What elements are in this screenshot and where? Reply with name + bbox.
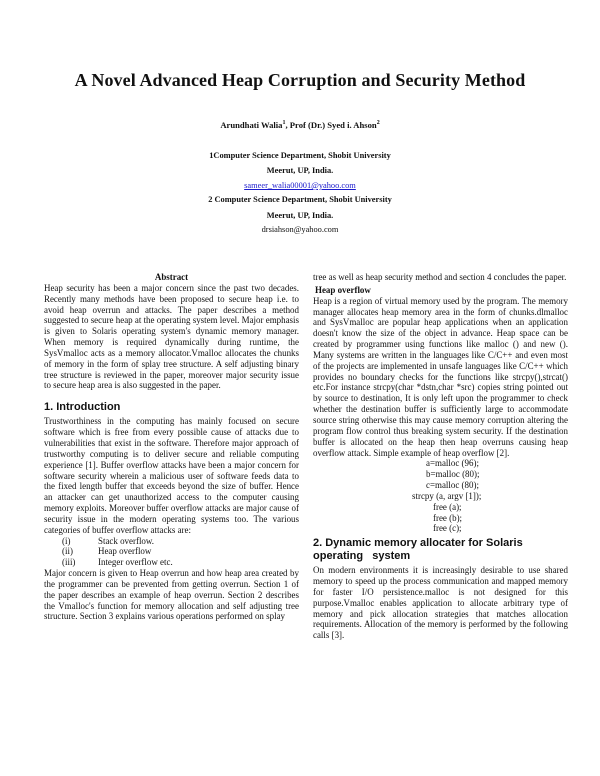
section-2-heading-line-2: operating system [313,550,411,563]
code-line: a=malloc (96); [426,458,479,469]
section-2-text: On modern environments it is increasingly desirable to use shared memory to speed up the process communication and mapped memory for faster I/O persistence.malloc is not designed for this purpose.Vmalloc enables application to allocate arbitrary type of memory and pick allocation strategies that matches allocation requirements. Allocation of the memory is performed by the following calls [3]. [313,565,568,641]
code-line: strcpy (a, argv [1]); [412,490,482,501]
paper-title: A Novel Advanced Heap Corruption and Security Method [74,70,526,90]
list-item [44,536,299,547]
left-column [44,272,299,622]
introduction-paragraph-2-continued: tree as well as heap security method and section 4 concludes the paper. [313,272,567,282]
code-line: b=malloc (80); [426,469,480,480]
affiliation-1-location: Meerut, UP, India. [266,166,334,175]
code-line: c=malloc (80); [426,480,479,491]
heap-overflow-heading: Heap overflow [315,284,371,295]
abstract-text: Heap security has been a major concern since the past two decades. Recently many methods have been proposed to secure heap i.e. to avoid heap overrun and attacks. The paper describes a method suggested to secure heap at the operating system level. Major emphasis is given to Solaris operating system's dynamic memory manager. When memory is required dynamically during runtime, the SysVmalloc acts as a memory allocator.Vmalloc allocates the chunks of memory in the form of splay tree structure. A self adjusting binary tree structure is reviewed in the paper, moreover major security issue to secure heap area is also suggested in the paper. [44,282,299,391]
author-separator: , [285,120,290,130]
code-line: free (b); [433,512,463,523]
affiliation-2-dept: 2 Computer Science Department, Shobit University [208,195,392,204]
author-1-sup: 1 [282,120,286,127]
author-2-name: Prof (Dr.) Syed i. Ahson [289,120,377,130]
introduction-paragraph-2: Major concern is given to Heap overrun and how heap area created by the programmer can be prevented from getting overrun. Section 1 of the paper describes an example of heap overrun. Section 2 describes the Vmalloc's function for memory allocation and self adjusting tree structure. Section 3 explains various operations performed on splay [44,568,299,622]
author-line [0,120,600,130]
author-1-name: Arundhati Walia [220,120,283,130]
code-example [313,458,568,534]
list-item-number: (iii) [62,557,76,568]
list-item-text: Heap overflow [98,546,152,557]
affiliation-1-email-link[interactable]: sameer_walia00001@yahoo.com [244,181,356,190]
heap-overflow-text: Heap is a region of virtual memory used by the program. The memory manager allocates heap memory area in the form of chunks.dlmalloc and SysVmalloc are popular heap applications when an application doesn't know the size of the object in advance. Heap space can be created by programmer using functions like malloc () and new (). Many systems are written in the languages like C/C++ and even most of the projects are implemented in unsafe languages like C/C++ which provides no boundary checks for the functions like strcpy(),strcat() etc.For instance strcpy(char *dstn,char *src) copies string pointed out by source to destination, It is only left upon the programmer to check whether the destination buffer is sufficiently large to accommodate source string otherwise this may cause memory corruption altering the program flow control thus breaking system security. If the destination buffer is allocated on the heap then heap overruns causing heap overflow attack. Simple example of heap overflow [2]. [313,295,568,458]
list-item [44,546,299,557]
affiliation-1-dept: 1Computer Science Department, Shobit University [209,151,391,160]
affiliation-2-email: drsiahson@yahoo.com [261,225,339,234]
list-item-number: (ii) [62,546,73,557]
affiliation-2-location: Meerut, UP, India. [266,211,334,220]
section-2-heading [313,537,568,563]
list-item-text: Integer overflow etc. [98,557,173,568]
abstract-heading: Abstract [154,272,189,282]
list-item-number: (i) [62,535,71,546]
right-column [313,272,568,641]
code-line: free (a); [433,501,462,512]
section-2-heading-line-1: 2. Dynamic memory allocater for Solaris [313,537,523,550]
introduction-heading: 1. Introduction [44,401,121,414]
author-2-sup: 2 [376,120,380,127]
list-item [44,557,299,568]
introduction-paragraph-1: Trustworthiness in the computing has mainly focused on secure software which is free from every possible cause of attacks due to vulnerabilities that exist in the software. Therefore major approach of trustworthy computing is to deliver secure and reliable computing experience [1]. Buffer overflow attacks have been a major concern for software security wherein a malicious user of software feeds data to the fixed length buffer that exceeds beyond the size of buffer. Hence an attacker can get unauthorized access to the computer causing memory exploits. Moreover buffer overflow attacks are major cause of security issue in the modern operating systems too. The various categories of buffer overflow attacks are: [44,416,299,535]
list-item-text: Stack overflow. [98,535,155,546]
code-line: free (c); [433,523,462,534]
